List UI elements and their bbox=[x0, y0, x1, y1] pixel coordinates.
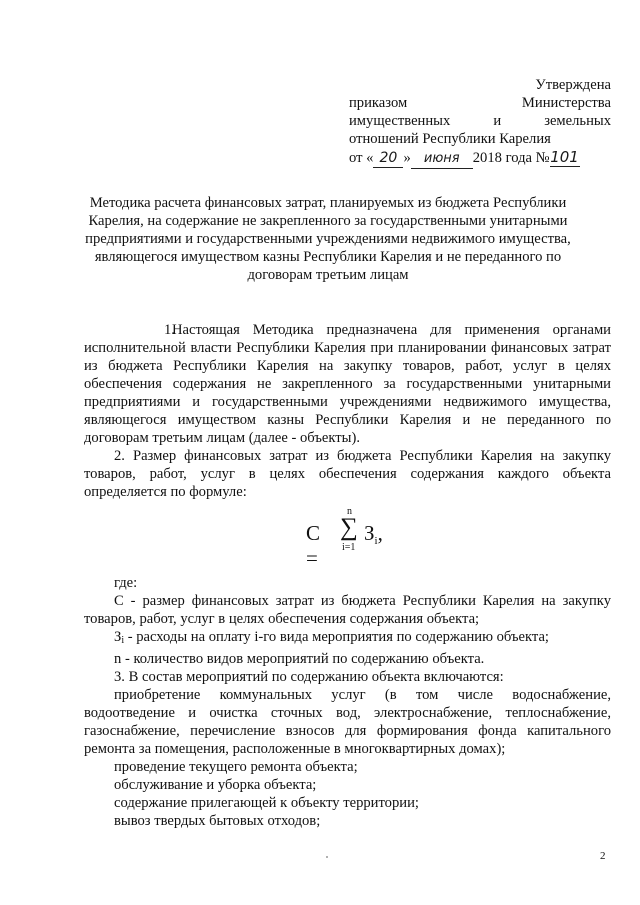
document-title: Методика расчета финансовых затрат, планируемых из бюджета Республики Карелия, на содержание не закрепленного за государственными унитарными предприятиями и государственными учреждениями недвижимого имущества, являющегося имуществом казны Республики Карелия и не переданного по договорам третьим лицам bbox=[85, 195, 571, 283]
definition-n: n - количество видов мероприятий по содержанию объекта. bbox=[114, 651, 485, 667]
approval-word: земельных bbox=[544, 113, 611, 129]
scan-speck bbox=[326, 856, 328, 858]
paragraph-3: 3. В состав мероприятий по содержанию объекта включаются: bbox=[114, 669, 504, 685]
approval-word: Министерства bbox=[521, 95, 611, 111]
approval-block bbox=[349, 76, 611, 169]
approval-date-line bbox=[349, 148, 611, 169]
sum-upper-limit: n bbox=[347, 506, 352, 517]
term-subscript: i bbox=[374, 535, 378, 547]
paragraph-2: 2. Размер финансовых затрат из бюджета Республики Карелия на закупку товаров, работ, услуг в целях обеспечения содержания каждого объекта определяется по формуле: bbox=[84, 448, 611, 500]
page-number: 2 bbox=[600, 850, 606, 862]
approval-line-2 bbox=[349, 94, 611, 112]
definition-c: С - размер финансовых затрат из бюджета Республики Карелия на закупку товаров, работ, услуг в целях обеспечения содержания объекта; bbox=[84, 593, 611, 627]
date-mid: » bbox=[403, 150, 411, 166]
date-prefix: от « bbox=[349, 150, 374, 166]
summation bbox=[340, 506, 362, 556]
handwritten-day: 20 bbox=[373, 149, 403, 168]
list-item: вывоз твердых бытовых отходов; bbox=[114, 813, 321, 829]
formula-comma: , bbox=[377, 521, 383, 545]
body-section-1 bbox=[84, 321, 611, 501]
approval-word: и bbox=[493, 113, 502, 129]
handwritten-month: июня bbox=[411, 150, 473, 169]
formula-lhs: С = bbox=[306, 521, 321, 570]
where-label: где: bbox=[114, 575, 138, 591]
approval-heading: Утверждена bbox=[535, 77, 611, 93]
def-z-symbol: З bbox=[114, 629, 122, 645]
list-item: обслуживание и уборка объекта; bbox=[114, 777, 317, 793]
formula-term bbox=[364, 521, 383, 547]
paragraph-number: 1. bbox=[164, 322, 175, 338]
list-item: содержание прилегающей к объекту территории; bbox=[114, 795, 419, 811]
list-item: приобретение коммунальных услуг (в том числе водоснабжение, водоотведение и очистка сточных вод, электроснабжение, теплоснабжение, газоснабжение, перечисление взносов для формирования фонда капитального ремонта за помещения, расположенные в многоквартирных домах); bbox=[84, 687, 611, 757]
approval-ministry-line: отношений Республики Карелия bbox=[349, 131, 551, 147]
list-item: проведение текущего ремонта объекта; bbox=[114, 759, 358, 775]
date-suffix: 2018 года № bbox=[472, 150, 550, 166]
body-section-2 bbox=[84, 574, 611, 830]
handwritten-order-number: 101 bbox=[550, 148, 579, 166]
approval-word: приказом bbox=[349, 95, 408, 111]
paragraph-1-text: Настоящая Методика предназначена для применения органами исполнительной власти Республики Карелия при планировании финансовых затрат из бюджета Республики Карелия на закупку товаров, работ, услуг в целях обеспечения содержания не закрепленного за государственными унитарными предприятиями и государственными учреждениями недвижимого имущества, являющегося имуществом казны Республики Карелия и не переданного по договорам третьим лицам (далее - объекты). bbox=[84, 322, 611, 446]
definition-z bbox=[84, 628, 611, 650]
def-z-subscript: i bbox=[121, 635, 125, 646]
approval-word: имущественных bbox=[349, 113, 451, 129]
paragraph-1 bbox=[84, 321, 611, 447]
approval-line-3 bbox=[349, 112, 611, 130]
sigma-symbol: ∑ bbox=[340, 514, 358, 541]
term-symbol: З bbox=[364, 521, 375, 545]
sum-lower-limit: i=1 bbox=[342, 542, 356, 553]
def-z-text: - расходы на оплату i-го вида мероприятия по содержанию объекта; bbox=[124, 629, 549, 645]
